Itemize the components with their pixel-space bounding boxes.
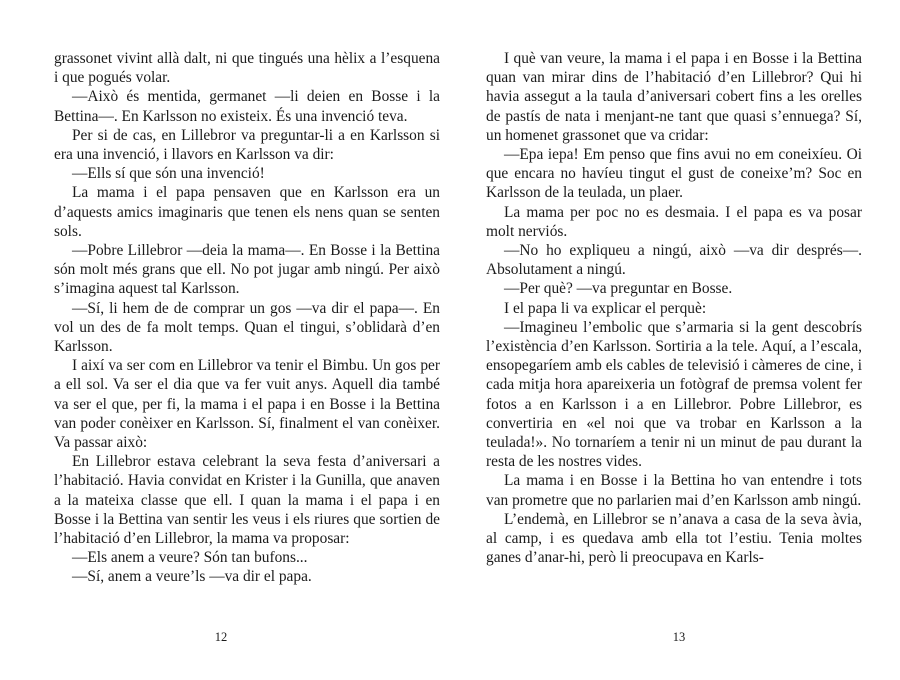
paragraph: —Els anem a veure? Són tan bufons... [72,549,308,567]
paragraph: grassonet vivint allà dalt, ni que tingués una hèlix a l’esquena i que pogués volar. [54,50,440,87]
paragraph: I així va ser com en Lillebror va tenir el Bimbu. Un gos per a ell sol. Va ser el dia que va fer vuit anys. Aquell dia també va ser el que, per fi, la mama i el papa i en Bosse i la Bettina van poder conèixer en Karlsson. Sí, finalment el van conèixer. Va passar això: [54,357,440,452]
right-page-text [486,49,862,567]
left-page-text [54,49,440,587]
paragraph: La mama per poc no es desmaia. I el papa es va posar molt nerviós. [486,203,862,240]
paragraph: —No ho expliqueu a ningú, això —va dir després—. Absolutament a ningú. [486,242,862,279]
paragraph: —Sí, anem a veure’ls —va dir el papa. [72,568,312,586]
paragraph: L’endemà, en Lillebror se n’anava a casa de la seva àvia, al camp, i es quedava amb ella tot l’estiu. Tenia moltes ganes d’anar-hi, però li preocupava en Karls- [486,510,862,567]
right-page-number: 13 [672,630,686,644]
paragraph: —Pobre Lillebror —deia la mama—. En Bosse i la Bettina són molt més grans que ell. No pot jugar amb ningú. Per això s’imagina aquest tal Karlsson. [54,242,440,298]
paragraph: —Per què? —va preguntar en Bosse. [504,280,733,298]
paragraph: Per si de cas, en Lillebror va preguntar-li a en Karlsson si era una invenció, i llavors en Karlsson va dir: [54,126,440,164]
paragraph: —Sí, li hem de de comprar un gos —va dir el papa—. En vol un des de fa molt temps. Quan el tingui, s’oblidarà d’en Karlsson. [54,299,440,356]
right-page [450,0,900,680]
paragraph: —Epa iepa! Em penso que fins avui no em coneixíeu. Oi que encara no havíeu tingut el gust de coneixe’m? Soc en Karlsson de la teulada, un plaer. [486,146,862,202]
paragraph: —Ells sí que són una invenció! [72,165,265,183]
paragraph: I què van veure, la mama i el papa i en Bosse i la Bettina quan van mirar dins de l’habitació d’en Lillebror? Qui hi havia assegut a la taula d’aniversari cobert fins a les orelles de pastís de nata i menjant-ne tant que quasi s’ennuega? Sí, un homenet grassonet que va cridar: [486,50,862,144]
paragraph: La mama i el papa pensaven que en Karlsson era un d’aquests amics imaginaris que tenen els nens quan se senten sols. [54,184,440,240]
paragraph: I el papa li va explicar el perquè: [504,299,707,317]
paragraph: —Això és mentida, germanet —li deien en Bosse i la Bettina—. En Karlsson no existeix. És una invenció teva. [54,88,440,125]
paragraph: En Lillebror estava celebrant la seva festa d’aniversari a l’habitació. Havia convidat en Krister i la Gunilla, que anaven a la mateixa classe que ell. I quan la mama i el papa i en Bosse i la Bettina van sentir les veus i els riures que sortien de l’habitació d’en Lillebror, la mama va proposar: [54,453,440,548]
paragraph: La mama i en Bosse i la Bettina ho van entendre i tots van prometre que no parlarien mai d’en Karlsson amb ningú. [486,472,862,509]
paragraph: —Imagineu l’embolic que s’armaria si la gent descobrís l’existència d’en Karlsson. Sortiria a la tele. Aquí, a l’escala, ensopegaríem amb els cables de televisió i càmeres de cine, i cada mitja hora apareixeria un fotògraf de premsa volent fer fotos a en Karlsson i a en Lillebror. Pobre Lillebror, es convertiria en «el noi que va trobar en Karlsson a la teulada!». No tornaríem a tenir ni un minut de pau durant la resta de les nostres vides. [486,318,862,471]
left-page-number: 12 [214,630,228,644]
